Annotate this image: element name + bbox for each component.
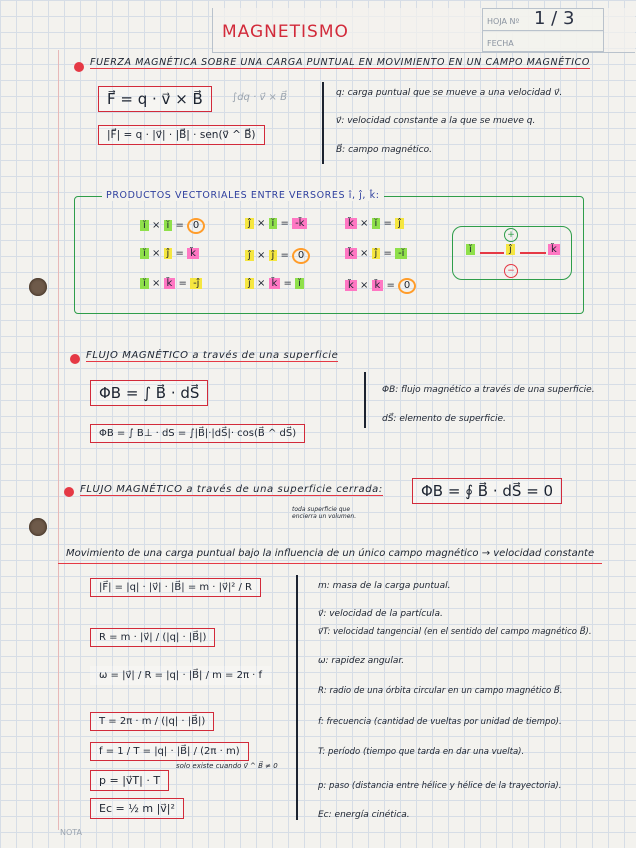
force-centripetal-formula: |F⃗| = |q| · |v⃗| · |B⃗| = m · |v⃗|² / R — [90, 578, 261, 597]
cycle-i: ĭ — [466, 244, 475, 255]
divider — [322, 82, 324, 164]
closed-surface-flux-formula: ΦB = ∮ B⃗ · dS⃗ = 0 — [412, 478, 562, 504]
frequency-formula: f = 1 / T = |q| · |B⃗| / (2π · m) — [90, 742, 249, 761]
product-k-k: k̆ × k̆ = 0 — [345, 278, 416, 294]
section4-underline — [58, 563, 602, 564]
divider — [364, 372, 366, 428]
def-b: B⃗: campo magnético. — [336, 145, 432, 155]
product-k-j: k̆ × ĵ = -ĭ — [345, 248, 407, 259]
plus-sign-icon: + — [504, 228, 518, 242]
vector-products-heading: PRODUCTOS VECTORIALES ENTRE VERSORES î, ĵ, k̂: — [102, 190, 384, 201]
def-omega: ω: rapidez angular. — [318, 656, 405, 666]
def-ds: dS⃗: elemento de superficie. — [382, 414, 506, 424]
def-t: T: período (tiempo que tarda en dar una vuelta). — [318, 747, 525, 757]
def-q: q: carga puntual que se mueve a una velocidad v⃗. — [336, 88, 563, 98]
def-v: v⃗: velocidad constante a la que se mueve q. — [336, 116, 536, 126]
arrow-left-icon — [480, 252, 504, 254]
kinetic-energy-formula: Ec = ½ m |v⃗|² — [90, 798, 184, 819]
binder-hole — [29, 278, 47, 296]
section-bullet — [64, 487, 74, 497]
def-ec: Ec: energía cinética. — [318, 810, 410, 820]
fecha-label: FECHA — [487, 39, 514, 48]
section2-heading: FLUJO MAGNÉTICO a través de una superficie — [86, 350, 339, 361]
product-i-i: ĭ × ĭ = 0 — [140, 218, 205, 234]
binder-hole — [29, 518, 47, 536]
def-r: R: radio de una órbita circular en un campo magnético B⃗. — [318, 686, 563, 696]
section-bullet — [70, 354, 80, 364]
product-i-j: ĭ × ĵ = k̆ — [140, 248, 199, 259]
def-m: m: masa de la carga puntual. — [318, 581, 451, 591]
page-title: MAGNETISMO — [222, 22, 349, 42]
lorentz-force-formula: F⃗ = q · v⃗ × B⃗ — [98, 86, 212, 112]
omega-formula: ω = |v⃗| / R = |q| · |B⃗| / m = 2π · f — [90, 666, 271, 685]
section-bullet — [74, 62, 84, 72]
cycle-k: k̆ — [548, 244, 560, 255]
closed-surface-note: toda superficie que encierra un volumen. — [292, 506, 357, 520]
radius-formula: R = m · |v⃗| / (|q| · |B⃗|) — [90, 628, 215, 647]
section3-heading: FLUJO MAGNÉTICO a través de una superficie cerrada: — [80, 484, 383, 495]
period-formula: T = 2π · m / (|q| · |B⃗|) — [90, 712, 214, 731]
product-j-i: ĵ × ĭ = -k̆ — [245, 218, 307, 229]
lorentz-force-integral: ∫dq · v⃗ × B⃗ — [232, 92, 287, 103]
section1-heading: FUERZA MAGNÉTICA SOBRE UNA CARGA PUNTUAL EN MOVIMIENTO EN UN CAMPO MAGNÉTICO — [90, 57, 590, 68]
page-number: 1 / 3 — [534, 8, 575, 29]
product-i-k: ĭ × k̆ = -ĵ — [140, 278, 202, 289]
pitch-note: solo existe cuando v⃗ ^ B⃗ ≠ 0 — [176, 762, 278, 770]
product-j-k: ĵ × k̆ = ĭ — [245, 278, 304, 289]
def-f: f: frecuencia (cantidad de vueltas por unidad de tiempo). — [318, 717, 562, 727]
product-j-j: ĵ × ĵ = 0 — [245, 248, 310, 264]
minus-sign-icon: − — [504, 264, 518, 278]
section4-heading: Movimiento de una carga puntual bajo la influencia de un único campo magnético → velocidad constante — [66, 548, 595, 559]
margin-line — [58, 50, 59, 830]
hoja-label: HOJA Nº — [487, 17, 520, 26]
flux-expanded-formula: ΦB = ∫ B⊥ · dS = ∫|B⃗|·|dS⃗|· cos(B⃗ ^ dS⃗) — [90, 424, 305, 443]
fecha-box — [482, 30, 604, 52]
force-magnitude-formula: |F⃗| = q · |v⃗| · |B⃗| · sen(v⃗ ^ B⃗) — [98, 125, 265, 145]
nota-label: NOTA — [60, 828, 83, 837]
def-flux: ΦB: flujo magnético a través de una superficie. — [382, 385, 595, 395]
divider — [296, 575, 298, 820]
product-k-i: k̆ × ĭ = ĵ — [345, 218, 404, 229]
arrow-left-icon — [520, 252, 546, 254]
def-vt: v⃗T: velocidad tangencial (en el sentido del campo magnético B⃗). — [318, 627, 592, 637]
pitch-formula: p = |v⃗T| · T — [90, 770, 169, 791]
flux-formula: ΦB = ∫ B⃗ · dS⃗ — [90, 380, 208, 406]
cycle-j: ĵ — [506, 244, 515, 255]
def-p: p: paso (distancia entre hélice y hélice de la trayectoria). — [318, 781, 562, 791]
def-v-particle: v⃗: velocidad de la partícula. — [318, 609, 443, 619]
